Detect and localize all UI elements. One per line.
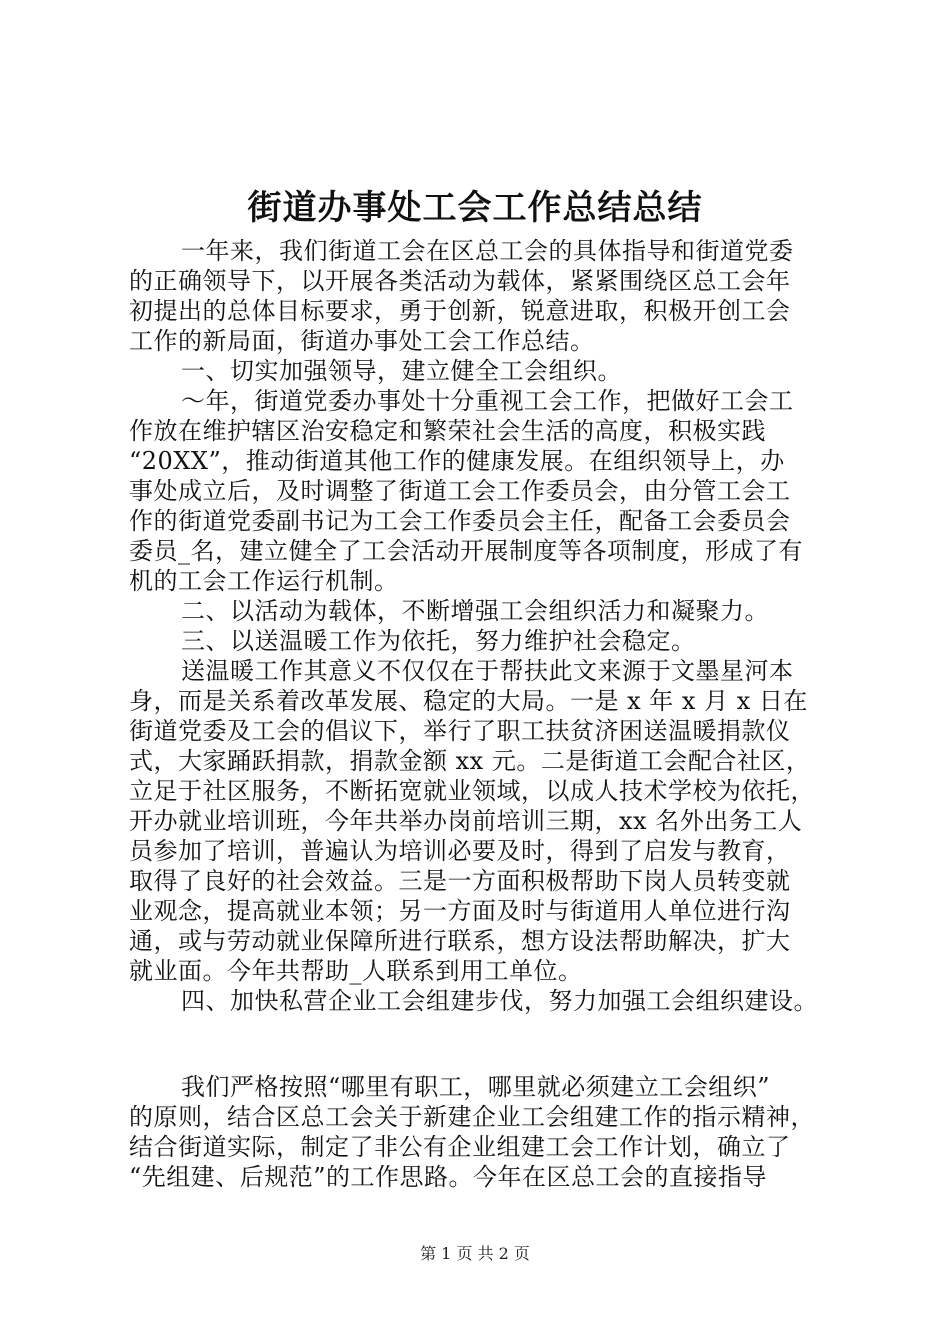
text-line: 通，或与劳动就业保障所进行联系，想方设法帮助解决，扩大 xyxy=(129,927,791,955)
document-body xyxy=(129,236,854,1192)
text-line: 机的工会工作运行机制。 xyxy=(129,567,399,595)
text-line: 立足于社区服务，不断拓宽就业领域，以成人技术学校为依托， xyxy=(129,777,815,805)
text-line: 身，而是关系着改革发展、稳定的大局。一是 x 年 x 月 x 日在 xyxy=(129,687,808,715)
text-line: 送温暖工作其意义不仅仅在于帮扶此文来源于文墨星河本 xyxy=(181,657,794,685)
text-line: 三、以送温暖工作为依托，努力维护社会稳定。 xyxy=(181,627,696,655)
text-line: 四、加快私营企业工会组建步伐，努力加强工会组织建设。 xyxy=(181,987,818,1015)
text-line: 我们严格按照“哪里有职工，哪里就必须建立工会组织” xyxy=(181,1073,771,1101)
text-line: 结合街道实际，制定了非公有企业组建工会工作计划，确立了 xyxy=(129,1133,791,1161)
text-line: 一、切实加强领导，建立健全工会组织。 xyxy=(181,357,622,385)
text-line: 作的街道党委副书记为工会工作委员会主任，配备工会委员会 xyxy=(129,507,791,535)
text-line: 事处成立后，及时调整了街道工会工作委员会，由分管工会工 xyxy=(129,477,791,505)
text-line: ～年，街道党委办事处十分重视工会工作，把做好工会工 xyxy=(181,387,794,415)
text-line: “先组建、后规范”的工作思路。今年在区总工会的直接指导 xyxy=(129,1163,768,1191)
text-line: 员参加了培训，普遍认为培训必要及时，得到了启发与教育， xyxy=(129,837,791,865)
document-title: 街道办事处工会工作总结总结 xyxy=(247,188,703,228)
text-line: 街道党委及工会的倡议下，举行了职工扶贫济困送温暖捐款仪 xyxy=(129,717,791,745)
text-line: 的正确领导下，以开展各类活动为载体，紧紧围绕区总工会年 xyxy=(129,267,791,295)
text-line: 二、以活动为载体，不断增强工会组织活力和凝聚力。 xyxy=(181,597,769,625)
body-lines-before-gap xyxy=(129,236,854,1016)
text-line: 取得了良好的社会效益。三是一方面积极帮助下岗人员转变就 xyxy=(129,867,791,895)
text-line: 业观念，提高就业本领；另一方面及时与街道用人单位进行沟 xyxy=(129,897,791,925)
paragraph-gap xyxy=(129,1016,854,1072)
text-line: 开办就业培训班，今年共举办岗前培训三期，xx 名外出务工人 xyxy=(129,807,803,835)
text-line: 就业面。今年共帮助_人联系到用工单位。 xyxy=(129,957,583,985)
text-line: 初提出的总体目标要求，勇于创新，锐意进取，积极开创工会 xyxy=(129,297,791,325)
text-line: 作放在维护辖区治安稳定和繁荣社会生活的高度，积极实践 xyxy=(129,417,766,445)
text-line: “20XX”，推动街道其他工作的健康发展。在组织领导上，办 xyxy=(129,447,785,475)
text-line: 工作的新局面，街道办事处工会工作总结。 xyxy=(129,327,595,355)
text-line: 的原则，结合区总工会关于新建企业工会组建工作的指示精神， xyxy=(129,1103,815,1131)
page-footer: 第 1 页 共 2 页 xyxy=(420,1244,530,1263)
text-line: 委员_名，建立健全了工会活动开展制度等各项制度，形成了有 xyxy=(129,537,803,565)
text-line: 式，大家踊跃捐款，捐款金额 xx 元。二是街道工会配合社区， xyxy=(129,747,811,775)
text-line: 一年来，我们街道工会在区总工会的具体指导和街道党委 xyxy=(181,237,794,265)
body-lines-after-gap xyxy=(129,1072,854,1192)
